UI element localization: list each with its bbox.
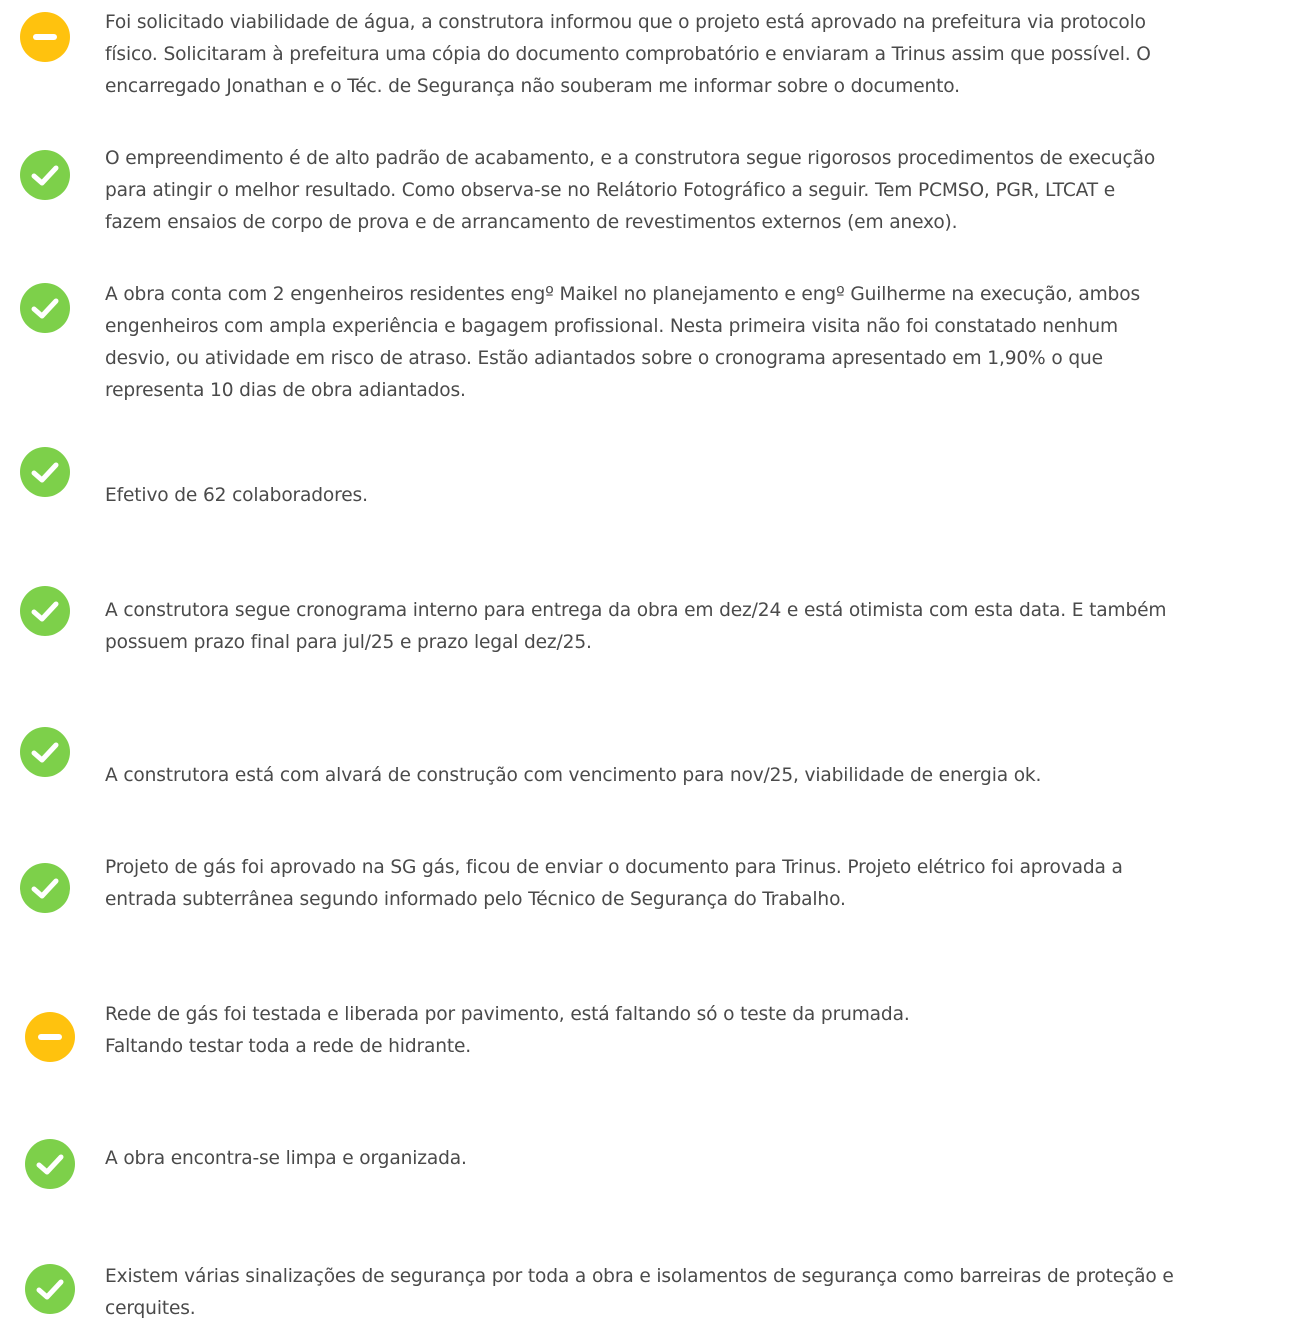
text-line: físico. Solicitaram à prefeitura uma cópia do documento comprobatório e enviaram a Trinus assim que possível. O [105, 44, 1151, 65]
text-line: Faltando testar toda a rede de hidrante. [105, 1036, 472, 1057]
check-circle-icon [25, 1139, 75, 1189]
check-circle-icon [20, 150, 70, 200]
text-line: possuem prazo final para jul/25 e prazo legal dez/25. [105, 632, 592, 653]
text-line: engenheiros com ampla experiência e bagagem profissional. Nesta primeira visita não foi constatado nenhum [105, 316, 1119, 337]
text-line: A construtora está com alvará de construção com vencimento para nov/25, viabilidade de energia ok. [105, 765, 1042, 786]
text-line: encarregado Jonathan e o Téc. de Segurança não souberam me informar sobre o documento. [105, 76, 960, 97]
text-line: O empreendimento é de alto padrão de acabamento, e a construtora segue rigorosos procedimentos de execução [105, 148, 1156, 169]
text-line: para atingir o melhor resultado. Como observa-se no Relátorio Fotográfico a seguir. Tem PCMSO, PGR, LTCAT e [105, 180, 1116, 201]
text-line: Existem várias sinalizações de segurança por toda a obra e isolamentos de segurança como barreiras de proteção e [105, 1266, 1174, 1287]
text-line: A obra encontra-se limpa e organizada. [105, 1148, 467, 1169]
text-line: Efetivo de 62 colaboradores. [105, 485, 368, 506]
check-circle-icon [20, 283, 70, 333]
item-text [105, 595, 1291, 659]
text-line: Foi solicitado viabilidade de água, a construtora informou que o projeto está aprovado na prefeitura via protocolo [105, 12, 1146, 33]
check-circle-icon [20, 586, 70, 636]
item-text [105, 1143, 1291, 1175]
check-circle-icon [20, 863, 70, 913]
item-text [105, 852, 1291, 916]
text-line: A obra conta com 2 engenheiros residentes engº Maikel no planejamento e engº Guilherme na execução, ambos [105, 284, 1140, 305]
text-line: fazem ensaios de corpo de prova e de arrancamento de revestimentos externos (em anexo). [105, 212, 958, 233]
text-line: desvio, ou atividade em risco de atraso. Estão adiantados sobre o cronograma apresentado em 1,90% o que [105, 348, 1103, 369]
item-text [105, 760, 1291, 792]
text-line: Rede de gás foi testada e liberada por pavimento, está faltando só o teste da prumada. [105, 1004, 910, 1025]
text-line: representa 10 dias de obra adiantados. [105, 380, 466, 401]
minus-circle-icon [20, 12, 70, 62]
item-text [105, 143, 1291, 239]
item-text [105, 1261, 1291, 1325]
check-circle-icon [25, 1264, 75, 1314]
text-line: cerquites. [105, 1298, 196, 1319]
text-line: Projeto de gás foi aprovado na SG gás, ficou de enviar o documento para Trinus. Projeto elétrico foi aprovada a [105, 857, 1123, 878]
check-circle-icon [20, 727, 70, 777]
check-circle-icon [20, 447, 70, 497]
text-line: A construtora segue cronograma interno para entrega da obra em dez/24 e está otimista com esta data. E também [105, 600, 1167, 621]
item-text [105, 999, 1291, 1063]
item-text [105, 7, 1291, 103]
minus-circle-icon [25, 1012, 75, 1062]
item-text [105, 279, 1291, 407]
text-line: entrada subterrânea segundo informado pelo Técnico de Segurança do Trabalho. [105, 889, 846, 910]
item-text [105, 480, 1291, 512]
